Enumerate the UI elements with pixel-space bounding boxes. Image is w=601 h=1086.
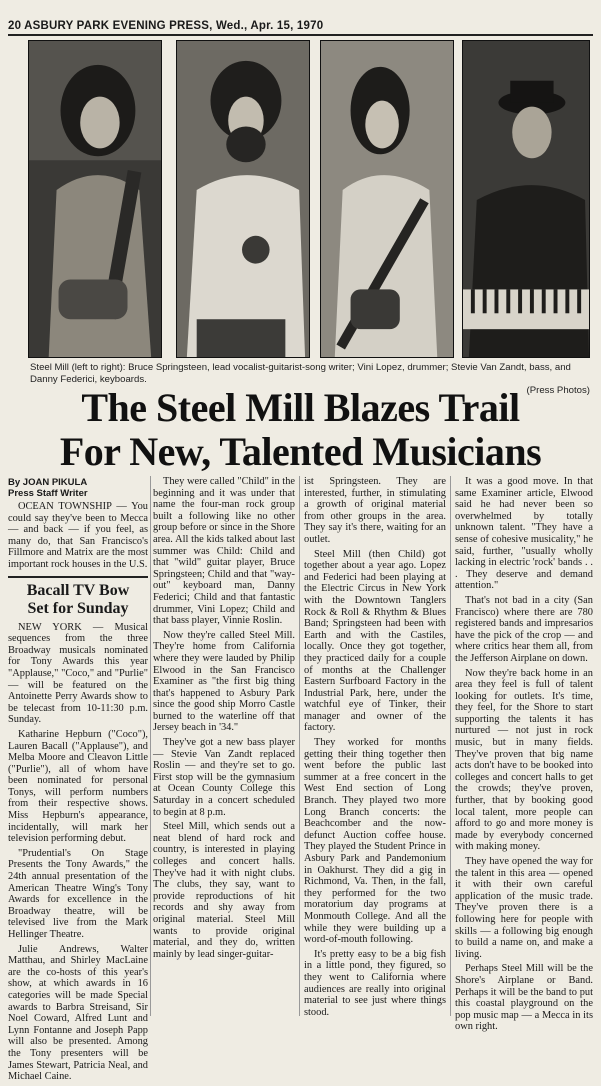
sidebar-headline-line-1: Bacall TV Bow: [26, 581, 130, 599]
photo-musician-2: [176, 40, 310, 358]
column-rule: [450, 476, 451, 1016]
article-paragraph: It was a good move. In that same Examiner article, Elwood said he had never been so overwhelmed by totally unknown talent. "They have a sense of cohesive musicality," he said, further, "usually wholly lacking in electric 'rock' bands . . . They deserve and demand attention.": [455, 476, 593, 592]
column-rule: [150, 476, 151, 1016]
photo-musician-3: [320, 40, 454, 358]
article-paragraph: They've got a new bass player — Stevie Van Zandt replaced Roslin — and they're set to go. First stop will be the gymnasium at Ocean County College this Saturday in a concert scheduled to begin at 8 p.m.: [153, 737, 295, 818]
caption-text: Steel Mill (left to right): Bruce Springsteen, lead vocalist-guitarist-song writer; Vini Lopez, drummer; Stevie Van Zandt, bass, and Danny Federici, keyboards.: [30, 362, 571, 385]
article-paragraph: Steel Mill (then Child) got together about a year ago. Lopez and Federici had been playing at the Electric Circus in New York with the Downtown Tanglers Rock & Roll & Rhythm & Blues Band; Springsteen had been with Earth and with the Castiles, locally. Once they got together, they practiced daily for a couple of months at the Challenger Eastern Surfboard Factory in the Industrial Park, here, under the watchful eye of Tinker, their manager and owner of the factory.: [304, 548, 446, 734]
article-paragraph: They worked for months getting their thing together then went before the public last summer at a free concert in the West End section of Long Branch. They played two more Long Branch concerts: the Beachcomber and the now-defunct Auction coffee house. They played the Student Prince in Asbury Park and Pandemonium in Oakhurst. They did a gig in Richmond, Va. Then, in the fall, they performed for the two moratorium day programs at Monmouth College. And all the while they were building up a word-of-mouth following.: [304, 737, 446, 946]
article-paragraph: Now they're called Steel Mill. They're home from California where they were lauded by Philip Elwood in the San Francisco Examiner as "the first big thing that's happened to Asbury Park since the good ship Morro Castle burned to the waterline off that Jersey beach in '34.": [153, 629, 295, 734]
photo-credit: (Press Photos): [526, 385, 590, 396]
photo-musician-4: [462, 40, 590, 358]
sidebar-headline: [8, 576, 148, 618]
headline-line-2: For New, Talented Musicians: [59, 429, 542, 474]
article-paragraph: It's pretty easy to be a big fish in a little pond, they figured, so they went to California where audiences are really into original material to see just where things stood.: [304, 948, 446, 1018]
photo-musician-1: [28, 40, 162, 358]
page-header: 20 ASBURY PARK EVENING PRESS, Wed., Apr. 15, 1970: [8, 6, 593, 36]
article-paragraph: They were called "Child" in the beginning and it was under that name the four-man rock group built a following like no other group before or since in the Shore area. All the kids talked about last summer was Child: Child and that "wild" guitar player, Bruce Springsteen; Child and that "way-out" keyboard man, Danny Federici; Child and that fantastic drummer, Vini Lopez; Child and that bass player, Vinnie Roslin.: [153, 476, 295, 627]
article-paragraph: Perhaps Steel Mill will be the Shore's Airplane or Band. Perhaps it will be the band to put this coastal playground on the pop music map — a Mecca in its own right.: [455, 963, 593, 1033]
column-2: [153, 476, 295, 963]
main-headline: [8, 386, 593, 474]
article-paragraph: Now they're back home in an area they feel is full of talent looking for outlets. It's time, they feel, for the Shore to start supporting the talents it has nurtured — not just in rock music, but in many fields. They've proven that big name acts don't have to be booked into colleges and concert halls to get the crowds; they've proven, further, that by booking good local talent, more people can afford to go and more money is made by everybody concerned with making money.: [455, 667, 593, 853]
sidebar-paragraph: "Prudential's On Stage Presents the Tony Awards," the 24th annual presentation of the American Theatre Wing's Tony Awards for excellence in the Broadway theatre, will be televised live from the Mark Hellinger Theatre.: [8, 847, 148, 940]
column-rule: [299, 476, 300, 1016]
byline-name: By JOAN PIKULA: [8, 477, 88, 488]
article-paragraph: Steel Mill, which sends out a neat blend of hard rock and country, is interested in playing colleges and concert halls. They've had it with night clubs. The clubs, they say, want to provide reproductions of hit records and shy away from original material. Steel Mill wants to provide original material, and they do, written mainly by lead singer-guitar-: [153, 821, 295, 960]
article-lead: OCEAN TOWNSHIP — You could say they've been to Mecca — and back — if you feel, as many do, that San Francisco's Fillmore and Matrix are the most important rock houses in the U.S.: [8, 501, 148, 570]
sidebar-paragraph: Katharine Hepburn ("Coco"), Lauren Bacall ("Applause"), and Melba Moore and Cleavon Little ("Purlie"), all of whom have been nominated for personal Tonys, will perform numbers from their respective shows. Miss Hepburn's appearance, incidentally, will mark her television performing debut.: [8, 728, 148, 845]
sidebar-headline-line-2: Set for Sunday: [27, 599, 129, 617]
article-paragraph: ist Springsteen. They are interested, further, in stimulating a growth of original material from other groups in the area. They say it's there, waiting for an outlet.: [304, 476, 446, 545]
article-paragraph: They have opened the way for the talent in this area — opened it with their own careful application of the music trade. They've proven there is a following here for people with skills — a following big enough to build a name on, and make a living.: [455, 856, 593, 960]
sidebar-paragraph: Julie Andrews, Walter Matthau, and Shirley MacLaine are the co-hosts of this year's show, at which awards in 16 categories will be made Special awards to Barbra Streisand, Sir Noel Coward, Alfred Lunt and Lynn Fontanne and Joseph Papp will also be presented. Among the Tony presenters will be James Stewart, Patricia Neal, and Michael Caine.: [8, 943, 148, 1083]
column-4: [455, 476, 593, 1036]
sidebar-paragraph: NEW YORK — Musical sequences from the three Broadway musicals nominated for Tony Awards this year "Applause," "Coco," and "Purlie" — will be featured on the Antoinette Perry Awards show to be telecast from 10-11:30 p.m. Sunday.: [8, 621, 148, 726]
photo-strip: [28, 40, 590, 360]
headline-line-1: The Steel Mill Blazes Trail: [81, 385, 520, 430]
column-1: [8, 478, 148, 1086]
article-paragraph: That's not bad in a city (San Francisco) where there are 780 registered bands and impresarios have the pick of the crop — and where critics hear them all, from the Jefferson Airplane on down.: [455, 594, 593, 664]
column-3: [304, 476, 446, 1021]
byline-title: Press Staff Writer: [8, 487, 88, 499]
